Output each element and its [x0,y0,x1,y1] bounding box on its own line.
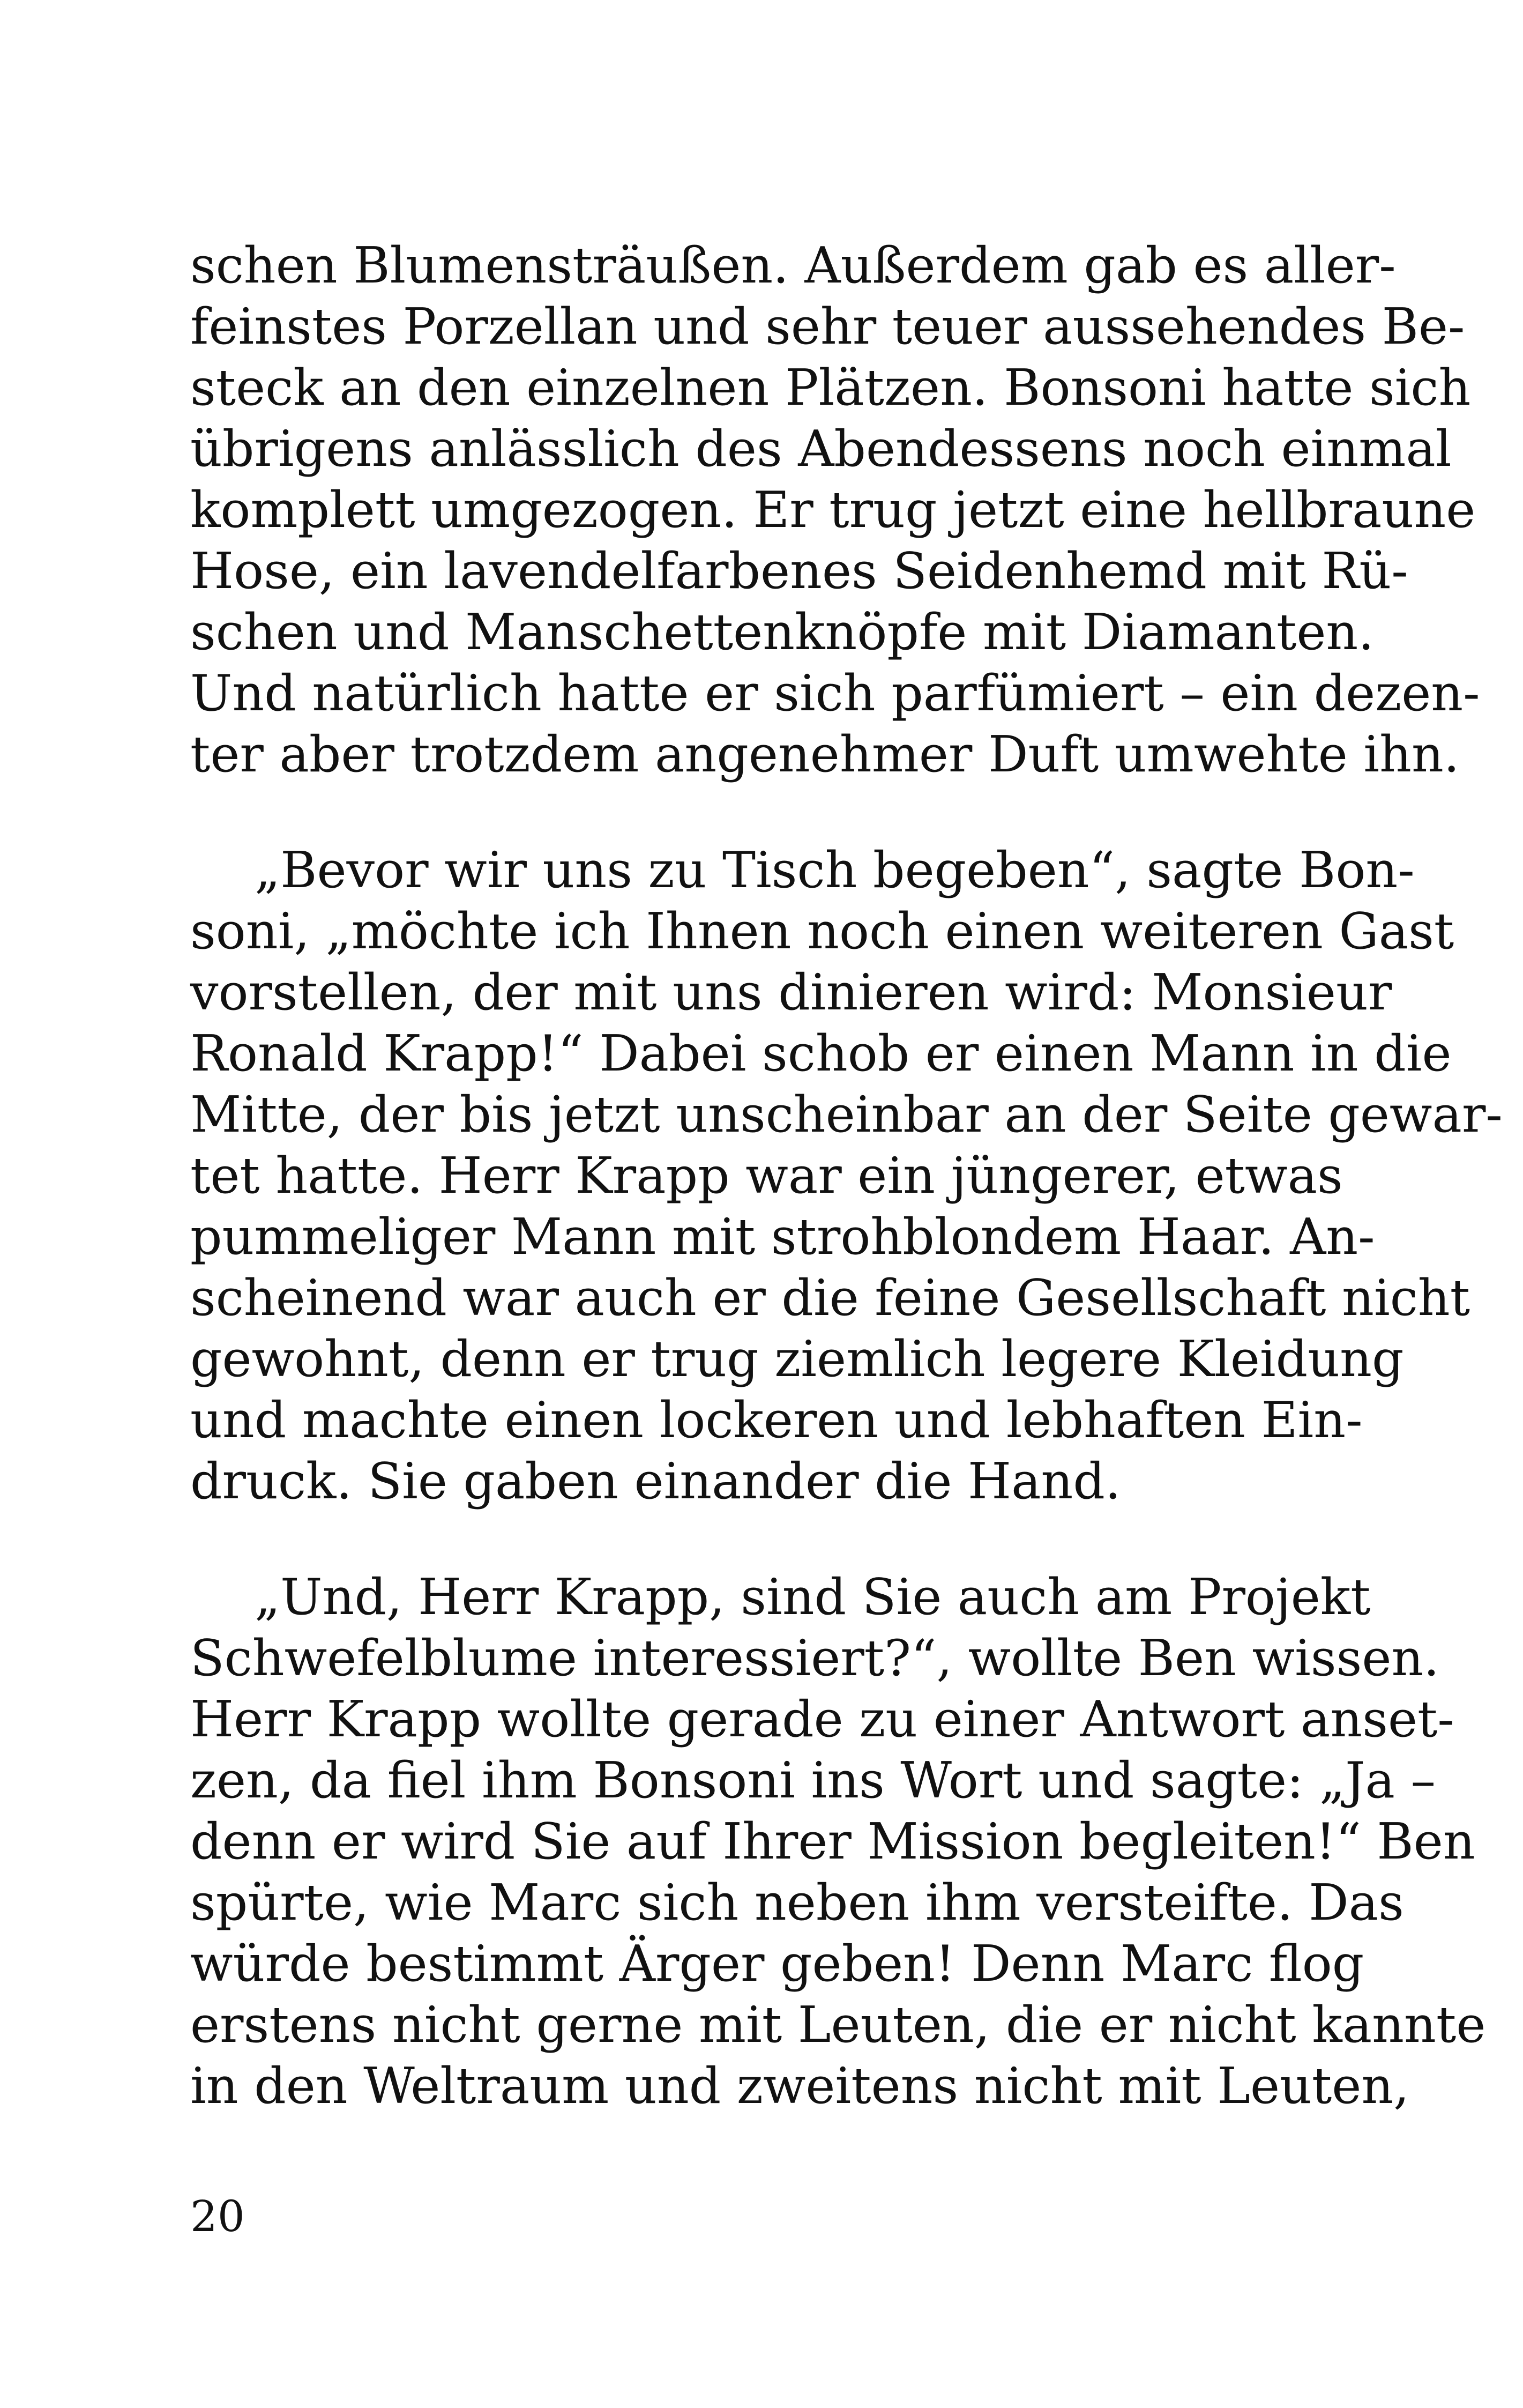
text-line: scheinend war auch er die feine Gesellschaft nicht [190,1269,1470,1327]
text-line: Und natürlich hatte er sich parfümiert – ein dezen- [190,664,1480,722]
text-line: in den Weltraum und zweitens nicht mit Leuten, [190,2057,1409,2115]
text-line: „Und, Herr Krapp, sind Sie auch am Projekt [255,1568,1371,1626]
text-line: steck an den einzelnen Plätzen. Bonsoni hatte sich [190,359,1471,417]
text-line: Herr Krapp wollte gerade zu einer Antwort anset- [190,1690,1454,1748]
text-line: spürte, wie Marc sich neben ihm versteifte. Das [190,1874,1404,1931]
text-line: gewohnt, denn er trug ziemlich legere Kleidung [190,1330,1404,1388]
text-line: zen, da fiel ihm Bonsoni ins Wort und sagte: „Ja – [190,1751,1436,1809]
text-line: „Bevor wir uns zu Tisch begeben“, sagte Bon- [255,841,1415,899]
page-number: 20 [190,2191,245,2241]
text-line: feinstes Porzellan und sehr teuer aussehendes Be- [190,298,1465,355]
text-line: und machte einen lockeren und lebhaften Ein- [190,1391,1363,1449]
text-line: würde bestimmt Ärger geben! Denn Marc flog [190,1935,1364,1993]
paragraph-3 [190,1566,1486,2116]
text-line: tet hatte. Herr Krapp war ein jüngerer, etwas [190,1147,1343,1205]
text-line: denn er wird Sie auf Ihrer Mission begleiten!“ Ben [190,1812,1475,1870]
text-line: schen Blumensträußen. Außerdem gab es aller- [190,236,1396,294]
text-line: übrigens anlässlich des Abendessens noch einmal [190,420,1452,478]
text-line: Ronald Krapp!“ Dabei schob er einen Mann in die [190,1024,1452,1082]
text-line: Mitte, der bis jetzt unscheinbar an der Seite gewar- [190,1086,1503,1143]
text-line: druck. Sie gaben einander die Hand. [190,1452,1121,1510]
paragraph-1 [190,235,1480,785]
text-line: vorstellen, der mit uns dinieren wird: Monsieur [190,963,1392,1021]
text-line: komplett umgezogen. Er trug jetzt eine hellbraune [190,481,1476,539]
text-line: ter aber trotzdem angenehmer Duft umwehte ihn. [190,725,1460,783]
text-line: schen und Manschettenknöpfe mit Diamanten. [190,603,1374,661]
text-line: Schwefelblume interessiert?“, wollte Ben wissen. [190,1629,1439,1687]
text-line: pummeliger Mann mit strohblondem Haar. An- [190,1208,1375,1266]
paragraph-2 [190,839,1503,1512]
text-line: erstens nicht gerne mit Leuten, die er nicht kannte [190,1996,1486,2054]
text-line: soni, „möchte ich Ihnen noch einen weiteren Gast [190,902,1454,960]
text-line: Hose, ein lavendelfarbenes Seidenhemd mit Rü- [190,542,1408,600]
